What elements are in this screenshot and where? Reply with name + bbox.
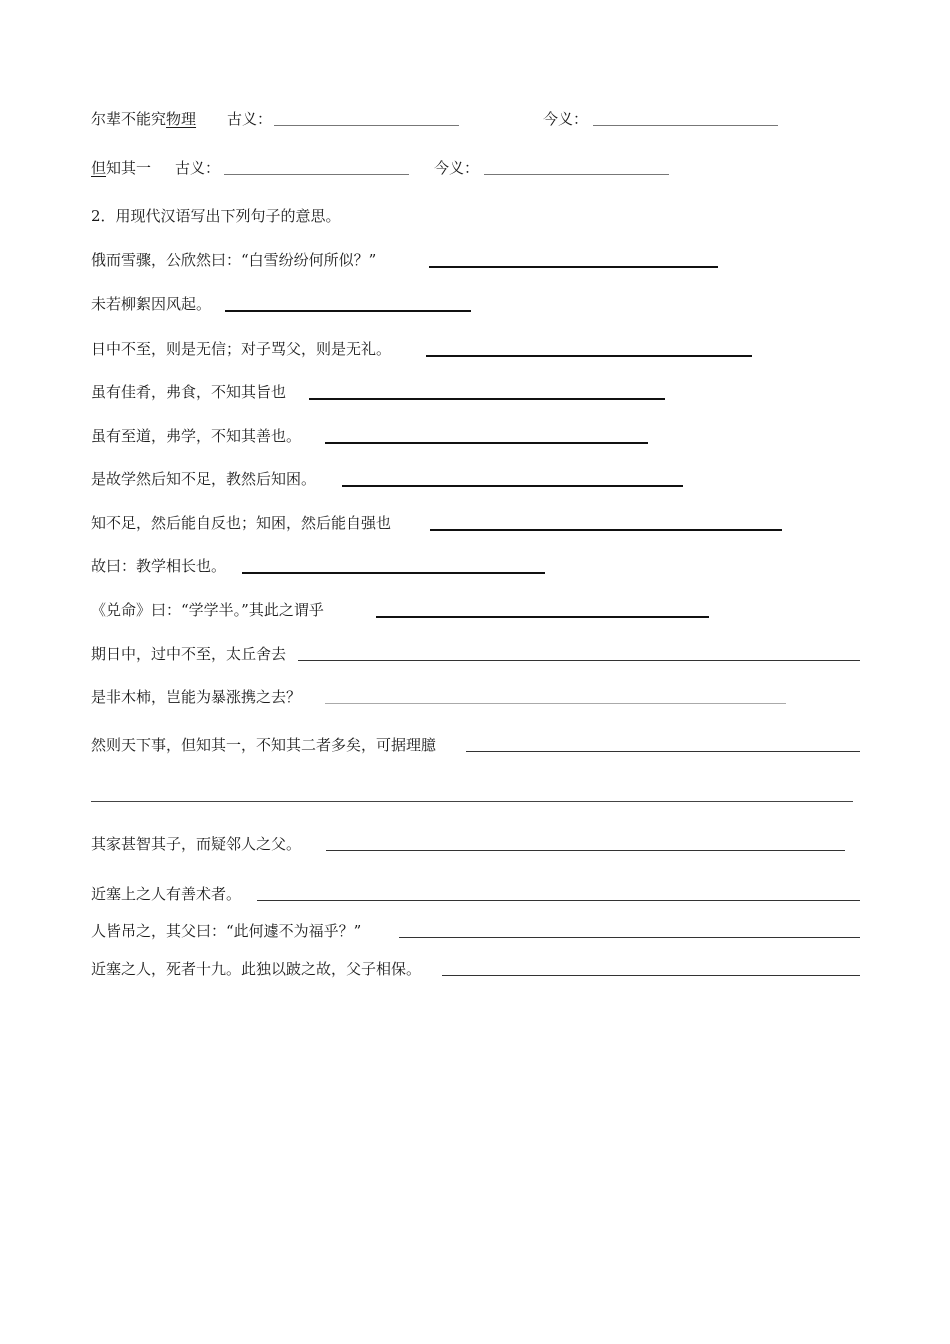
sentence-text: 未若柳絮因风起。 (91, 295, 212, 313)
sentence-row (91, 643, 860, 665)
sentence-row (91, 249, 731, 271)
vocab-word: 但知其一 (91, 159, 152, 177)
answer-blank[interactable] (326, 850, 845, 851)
sentence-text: 日中不至，则是无信；对子骂父，则是无礼。 (91, 340, 392, 358)
sentence-text: 俄而雪骤，公欣然曰：“白雪纷纷何所似？” (91, 251, 377, 269)
modern-meaning-label: 今义： (543, 110, 589, 128)
answer-blank[interactable] (342, 485, 683, 487)
ancient-meaning-blank[interactable] (274, 125, 459, 126)
answer-blank[interactable] (376, 616, 709, 618)
sentence-row (91, 338, 761, 360)
sentence-row (91, 686, 791, 708)
answer-blank[interactable] (298, 660, 860, 661)
sentence-row (91, 512, 791, 534)
sentence-text: 《兑命》曰：“学学半。”其此之谓乎 (91, 601, 324, 619)
vocab-marked-word: 物理 (166, 110, 197, 128)
sentence-row (91, 425, 661, 447)
sentence-row (91, 958, 860, 980)
sentence-row (91, 555, 551, 577)
vocab-row (91, 108, 851, 130)
sentence-text: 近塞之人，死者十九。此独以跛之故，父子相保。 (91, 960, 422, 978)
sentence-row (91, 468, 691, 490)
sentence-text: 然则天下事，但知其一，不知其二者多矣，可据理臆 (91, 736, 437, 754)
answer-blank[interactable] (225, 310, 471, 312)
answer-blank[interactable] (242, 572, 545, 574)
sentence-text: 是故学然后知不足，教然后知困。 (91, 470, 317, 488)
modern-meaning-blank[interactable] (593, 125, 778, 126)
answer-blank[interactable] (426, 355, 752, 357)
vocab-row (91, 157, 851, 179)
sentence-row (91, 833, 851, 855)
answer-blank[interactable] (325, 442, 648, 444)
sentence-row (91, 293, 491, 315)
sentence-row (91, 920, 860, 942)
sentence-text: 知不足，然后能自反也；知困，然后能自强也 (91, 514, 392, 532)
answer-blank[interactable] (429, 266, 718, 268)
sentence-text: 人皆吊之，其父曰：“此何遽不为福乎？” (91, 922, 362, 940)
sentence-row (91, 599, 721, 621)
sentence-text: 近塞上之人有善术者。 (91, 885, 242, 903)
sentence-text: 故曰：教学相长也。 (91, 557, 227, 575)
modern-meaning-label: 今义： (434, 159, 480, 177)
sentence-text: 是非木柿，岂能为暴涨携之去？ (91, 688, 302, 706)
section-heading: 2．用现代汉语写出下列句子的意思。 (91, 207, 341, 225)
answer-blank[interactable] (257, 900, 860, 901)
answer-continuation-blank[interactable] (91, 801, 853, 802)
answer-blank[interactable] (325, 703, 786, 704)
answer-blank[interactable] (309, 398, 665, 400)
sentence-text: 虽有至道，弗学，不知其善也。 (91, 427, 302, 445)
answer-blank[interactable] (399, 937, 860, 938)
sentence-row (91, 734, 860, 756)
sentence-row (91, 381, 671, 403)
sentence-row (91, 883, 860, 905)
vocab-marked-word: 但 (91, 159, 107, 177)
answer-blank[interactable] (442, 975, 860, 976)
modern-meaning-blank[interactable] (484, 174, 669, 175)
sentence-text: 其家甚智其子，而疑邻人之父。 (91, 835, 302, 853)
ancient-meaning-label: 古义： (175, 159, 221, 177)
vocab-word: 尔辈不能究物理 (91, 110, 197, 128)
sentence-text: 期日中，过中不至，太丘舍去 (91, 645, 287, 663)
answer-blank[interactable] (466, 751, 860, 752)
ancient-meaning-blank[interactable] (224, 174, 409, 175)
answer-blank[interactable] (430, 529, 782, 531)
sentence-text: 虽有佳肴，弗食，不知其旨也 (91, 383, 287, 401)
ancient-meaning-label: 古义： (227, 110, 273, 128)
